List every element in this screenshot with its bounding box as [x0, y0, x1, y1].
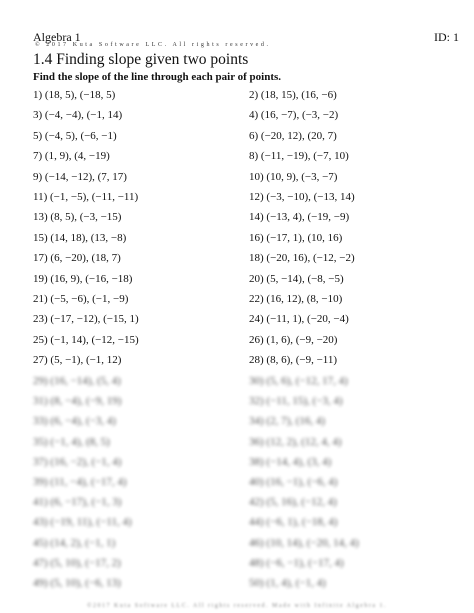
- blurred-column-left: [33, 374, 132, 596]
- blurred-problem: 37) (16, −2), (−1, 4): [33, 455, 122, 468]
- blurred-problem: 44) (−6, 1), (−18, 4): [249, 516, 338, 529]
- problem-6: 6) (−20, 12), (20, 7): [249, 129, 337, 142]
- problem-5: 5) (−4, 5), (−6, −1): [33, 129, 117, 142]
- problem-9: 9) (−14, −12), (7, 17): [33, 170, 127, 183]
- blurred-problem: 39) (11, −4), (−17, 4): [33, 475, 127, 488]
- page-footer: ©2017 Kuta Software LLC. All rights reserved. Made with Infinite Algebra 1.: [86, 603, 388, 609]
- problem-column-left: [33, 88, 139, 373]
- blurred-problem: 47) (5, 10), (−17, 2): [33, 556, 121, 569]
- problem-2: 2) (18, 15), (16, −6): [249, 89, 337, 101]
- problem-26: 26) (1, 6), (−9, −20): [249, 333, 338, 346]
- problem-15: 15) (14, 18), (13, −8): [33, 231, 127, 244]
- blurred-problem: 35) (−1, 4), (8, 5): [33, 435, 110, 448]
- blurred-column-right: [249, 374, 359, 596]
- problem-20: 20) (5, −14), (−8, −5): [249, 272, 344, 285]
- problem-10: 10) (10, 9), (−3, −7): [249, 170, 338, 183]
- problem-22: 22) (16, 12), (8, −10): [249, 292, 343, 305]
- problem-column-right: [249, 88, 355, 373]
- problem-14: 14) (−13, 4), (−19, −9): [249, 211, 350, 224]
- problem-1: 1) (18, 5), (−18, 5): [33, 89, 116, 101]
- problem-16: 16) (−17, 1), (10, 16): [249, 231, 343, 244]
- problem-18: 18) (−20, 16), (−12, −2): [249, 252, 355, 265]
- blurred-problem: 45) (14, 2), (−1, 1): [33, 536, 116, 549]
- problem-13: 13) (8, 5), (−3, −15): [33, 211, 122, 224]
- blurred-problem: 32) (−11, 15), (−3, 4): [249, 395, 343, 408]
- problem-17: 17) (6, −20), (18, 7): [33, 252, 121, 265]
- blurred-problem: 48) (−6, −1), (−17, 4): [249, 556, 344, 569]
- blurred-problem: 41) (6, −17), (−1, 3): [33, 496, 122, 509]
- page-title: 1.4 Finding slope given two points: [33, 51, 249, 68]
- blurred-problem: 38) (−14, 4), (3, 4): [249, 455, 332, 468]
- blurred-problem: 43) (−19, 11), (−11, 4): [33, 516, 132, 529]
- blurred-problem: 49) (5, 10), (−6, 13): [33, 576, 121, 589]
- blurred-problem: 29) (16, −14), (5, 4): [33, 375, 121, 387]
- blurred-problem: 40) (16, −1), (−6, 4): [249, 475, 338, 488]
- instructions: Find the slope of the line through each pair of points.: [33, 71, 282, 83]
- problem-11: 11) (−1, −5), (−11, −11): [33, 190, 139, 203]
- worksheet-id: ID: 1: [434, 30, 459, 44]
- blurred-problem: 36) (12, 2), (12, 4, 4): [249, 435, 342, 448]
- course-name: Algebra 1: [33, 30, 81, 44]
- problem-24: 24) (−11, 1), (−20, −4): [249, 313, 349, 326]
- problem-23: 23) (−17, −12), (−15, 1): [33, 313, 139, 326]
- blurred-problem: 42) (5, 16), (−12, 4): [249, 496, 337, 509]
- problem-12: 12) (−3, −10), (−13, 14): [249, 190, 355, 203]
- problem-28: 28) (8, 6), (−9, −11): [249, 354, 338, 367]
- blurred-problem: 30) (5, 6), (−12, 17, 4): [249, 375, 348, 387]
- problem-19: 19) (16, 9), (−16, −18): [33, 272, 133, 285]
- blurred-problem: 46) (10, 14), (−20, 14, 4): [249, 536, 359, 549]
- problem-3: 3) (−4, −4), (−1, 14): [33, 109, 123, 122]
- copyright-notice: © 2017 Kuta Software LLC. All rights reserved.: [35, 42, 271, 48]
- problem-21: 21) (−5, −6), (−1, −9): [33, 292, 129, 305]
- blurred-problem: 33) (6, −4), (−3, 4): [33, 415, 116, 428]
- problem-7: 7) (1, 9), (4, −19): [33, 150, 110, 163]
- problem-27: 27) (5, −1), (−1, 12): [33, 354, 122, 367]
- problem-8: 8) (−11, −19), (−7, 10): [249, 150, 349, 163]
- problem-25: 25) (−1, 14), (−12, −15): [33, 333, 139, 346]
- blurred-problem: 50) (1, 4), (−1, 4): [249, 576, 326, 589]
- problem-4: 4) (16, −7), (−3, −2): [249, 109, 339, 122]
- blurred-problem: 34) (2, 7), (16, 4): [249, 415, 326, 428]
- blurred-problem: 31) (8, −4), (−9, 19): [33, 395, 122, 408]
